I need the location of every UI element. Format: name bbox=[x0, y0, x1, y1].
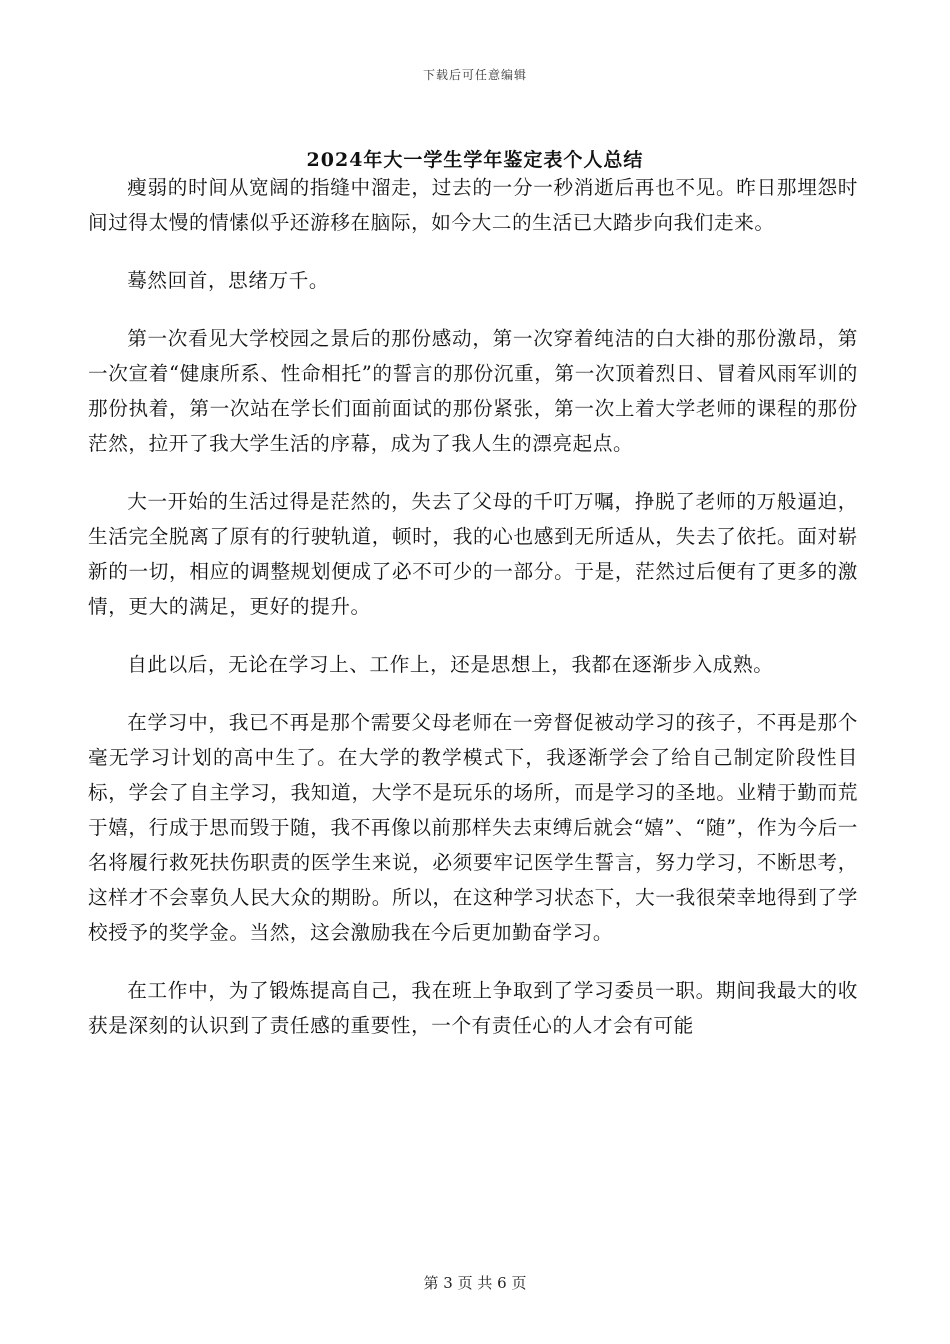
document-body bbox=[88, 170, 858, 1066]
paragraph-2: 蓦然回首，思绪万千。 bbox=[127, 269, 330, 292]
paragraph-5: 自此以后，无论在学习上、工作上，还是思想上，我都在逐渐步入成熟。 bbox=[127, 653, 774, 676]
document-title: 2024年大一学生学年鉴定表个人总结 bbox=[306, 149, 644, 171]
paragraph-1: 瘦弱的时间从宽阔的指缝中溜走，过去的一分一秒消逝后再也不见。昨日那埋怨时间过得太慢的情愫似乎还游移在脑际，如今大二的生活已大踏步向我们走来。 bbox=[88, 176, 858, 234]
page-header: 下载后可任意编辑 bbox=[422, 68, 527, 82]
paragraph-4: 大一开始的生活过得是茫然的，失去了父母的千叮万嘱，挣脱了老师的万般逼迫，生活完全脱离了原有的行驶轨道，顿时，我的心也感到无所适从，失去了依托。面对崭新的一切，相应的调整规划便成了必不可少的一部分。于是，茫然过后便有了更多的激情，更大的满足，更好的提升。 bbox=[88, 490, 858, 618]
paragraph-7: 在工作中，为了锻炼提高自己，我在班上争取到了学习委员一职。期间我最大的收获是深刻的认识到了责任感的重要性，一个有责任心的人才会有可能 bbox=[88, 979, 858, 1037]
paragraph-6: 在学习中，我已不再是那个需要父母老师在一旁督促被动学习的孩子，不再是那个毫无学习计划的高中生了。在大学的教学模式下，我逐渐学会了给自己制定阶段性目标，学会了自主学习，我知道，大学不是玩乐的场所，而是学习的圣地。业精于勤而荒于嬉，行成于思而毁于随，我不再像以前那样失去束缚后就会“嬉”、“随”，作为今后一名将履行救死扶伤职责的医学生来说，必须要牢记医学生誓言，努力学习，不断思考，这样才不会辜负人民大众的期盼。所以，在这种学习状态下，大一我很荣幸地得到了学校授予的奖学金。当然，这会激励我在今后更加勤奋学习。 bbox=[88, 711, 858, 944]
paragraph-3: 第一次看见大学校园之景后的那份感动，第一次穿着纯洁的白大褂的那份激昂，第一次宣着“健康所系、性命相托”的誓言的那份沉重，第一次顶着烈日、冒着风雨军训的那份执着，第一次站在学长们面前面试的那份紧张，第一次上着大学老师的课程的那份茫然，拉开了我大学生活的序幕，成为了我人生的漂亮起点。 bbox=[88, 327, 858, 455]
page-number: 第 3 页 共 6 页 bbox=[423, 1274, 527, 1292]
